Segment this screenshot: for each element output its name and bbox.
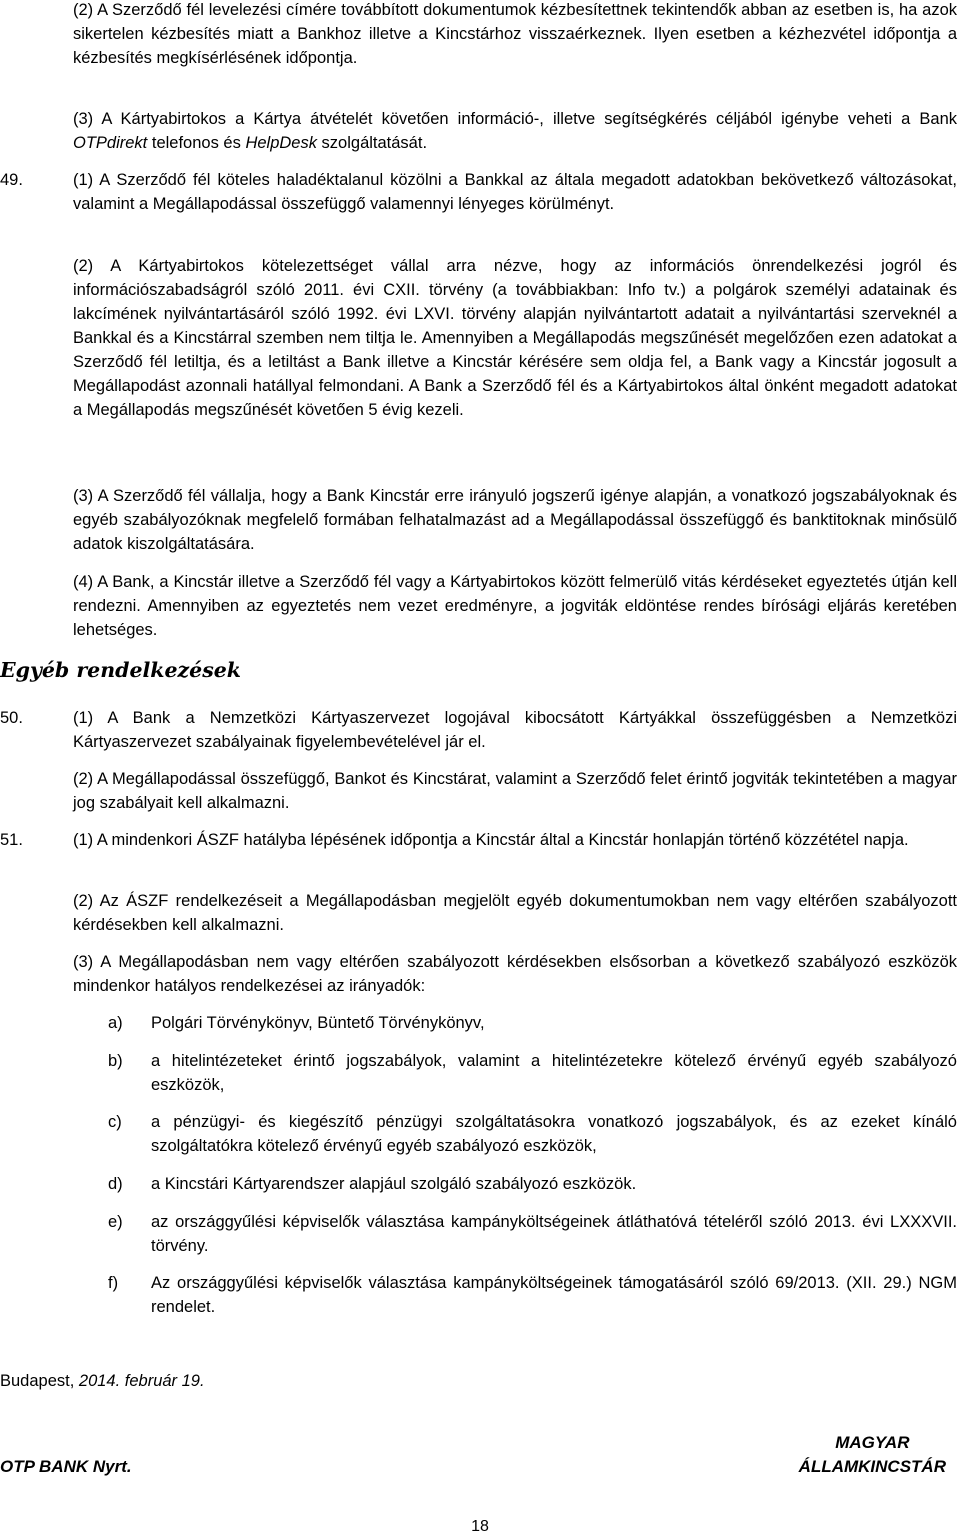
section-number-49: 49. (0, 171, 23, 189)
text-run: szolgáltatását. (316, 134, 428, 152)
paragraph-51-3: (3) A Megállapodásban nem vagy eltérően szabályozott kérdésekben elsősorban a következő szabályozó eszközök mindenkor hatályos rendelkezései az irányadók: (73, 953, 957, 995)
page-number: 18 (471, 1518, 489, 1535)
list-item-text: a hitelintézeteket érintő jogszabályok, valamint a hitelintézetekre kötelező érvényű egyéb szabályozó eszközök, (151, 1052, 957, 1094)
helpdesk-term: HelpDesk (245, 134, 317, 152)
paragraph-49-2: (2) A Kártyabirtokos kötelezettséget vállal arra nézve, hogy az információs önrendelkezési jogról és információszabadságról szóló 2011. évi CXII. törvény (a továbbiakban: Info tv.) a polgárok személyi adatainak és lakcímének nyilvántartásáról szóló 1992. évi LXVI. törvény alapján nyilvántartott adatait a nyilvántartási szerveknél a Bankkal és a Kincstárral szemben nem tiltja le. Amennyiben a Megállapodás megszűnését megelőzően ezen adatokat a Szerződő fél letiltja, és a letiltást a Bank illetve a Kincstár kérésére sem oldja fel, a Bank vagy a Kincstár jogosult a Megállapodást azonnali hatállyal felmondani. A Bank a Szerződő fél és a Kártyabirtokos által önként megadott adatokat a Megállapodás megszűnését követően 5 évig kezeli. (73, 257, 957, 419)
paragraph-50-1: (1) A Bank a Nemzetközi Kártyaszervezet logojával kibocsátott Kártyákkal összefüggésben a Nemzetközi Kártyaszervezet szabályainak figyelembevételével jár el. (73, 709, 957, 751)
paragraph-48-2: (2) A Szerződő fél levelezési címére továbbított dokumentumok kézbesítettnek tekintendők abban az esetben is, ha azok sikertelen kézbesítés miatt a Bankhoz illetve a Kincstárhoz visszaérkeznek. Ilyen esetben a kézhezvétel időpontja a kézbesítés megkísérlésének időpontja. (73, 1, 957, 67)
text-run: (3) A Kártyabirtokos a Kártya átvételét követően információ-, illetve segítségkérés céljából igénybe veheti a Bank (73, 110, 957, 128)
text-run: telefonos és (147, 134, 246, 152)
list-item-text: a Kincstári Kártyarendszer alapjául szolgáló szabályozó eszközök. (151, 1175, 637, 1193)
paragraph-49-4: (4) A Bank, a Kincstár illetve a Szerződő fél vagy a Kártyabirtokos között felmerülő vitás kérdéseket egyeztetés útján kell rendezni. Amennyiben az egyeztetés nem vezet eredményre, a jogviták eldöntése rendes bírósági eljárás keretében lehetséges. (73, 573, 957, 639)
list-item-label: b) (108, 1052, 123, 1070)
signature-line: MAGYAR (835, 1433, 910, 1452)
list-item-text: az országgyűlési képviselők választása kampányköltségeinek átláthatóvá tételéről szóló 2013. évi LXXXVII. törvény. (151, 1213, 957, 1255)
list-item-label: d) (108, 1175, 123, 1193)
list-item-text: a pénzügyi- és kiegészítő pénzügyi szolgáltatásokra vonatkozó jogszabályok, és az ezeket kínáló szolgáltatókra kötelező érvényű egyéb szabályozó eszközök, (151, 1113, 957, 1155)
paragraph-51-2: (2) Az ÁSZF rendelkezéseit a Megállapodásban megjelölt egyéb dokumentumokban nem vagy eltérően szabályozott kérdésekben kell alkalmazni. (73, 892, 957, 934)
list-item-label: e) (108, 1213, 123, 1231)
list-item-label: a) (108, 1014, 123, 1032)
list-item-label: c) (108, 1113, 122, 1131)
paragraph-51-1: (1) A mindenkori ÁSZF hatályba lépésének időpontja a Kincstár által a Kincstár honlapján történő közzététel napja. (73, 831, 909, 849)
date-city: Budapest, (0, 1372, 79, 1390)
otpdirekt-term: OTPdirekt (73, 134, 148, 152)
list-item-text: Az országgyűlési képviselők választása kampányköltségeinek támogatásáról szóló 69/2013. (XII. 29.) NGM rendelet. (151, 1274, 957, 1316)
date-value: 2014. február 19. (78, 1372, 205, 1390)
place-and-date (0, 1369, 205, 1393)
signature-magyar-allamkincstar (799, 1431, 946, 1479)
signature-otp-bank: OTP BANK Nyrt. (0, 1457, 132, 1476)
paragraph-49-3: (3) A Szerződő fél vállalja, hogy a Bank Kincstár erre irányuló jogszerű igénye alapján, a vonatkozó jogszabályoknak és egyéb szabályozóknak megfelelő formában felhatalmazást ad a Megállapodással összefüggő és banktitoknak minősülő adatok kiszolgáltatására. (73, 487, 957, 553)
section-heading: Egyéb rendelkezések (0, 658, 242, 682)
section-number-50: 50. (0, 709, 23, 727)
section-number-51: 51. (0, 831, 23, 849)
list-item-text: Polgári Törvénykönyv, Büntető Törvénykönyv, (151, 1014, 485, 1032)
paragraph-49-1: (1) A Szerződő fél köteles haladéktalanul közölni a Bankkal az általa megadott adatokban bekövetkező változásokat, valamint a Megállapodással összefüggő valamennyi lényeges körülményt. (73, 171, 957, 213)
paragraph-48-3 (73, 107, 957, 155)
signature-line: ÁLLAMKINCSTÁR (798, 1457, 946, 1476)
paragraph-50-2: (2) A Megállapodással összefüggő, Bankot és Kincstárat, valamint a Szerződő felet érintő jogviták tekintetében a magyar jog szabályait kell alkalmazni. (73, 770, 957, 812)
list-item-label: f) (108, 1274, 119, 1292)
